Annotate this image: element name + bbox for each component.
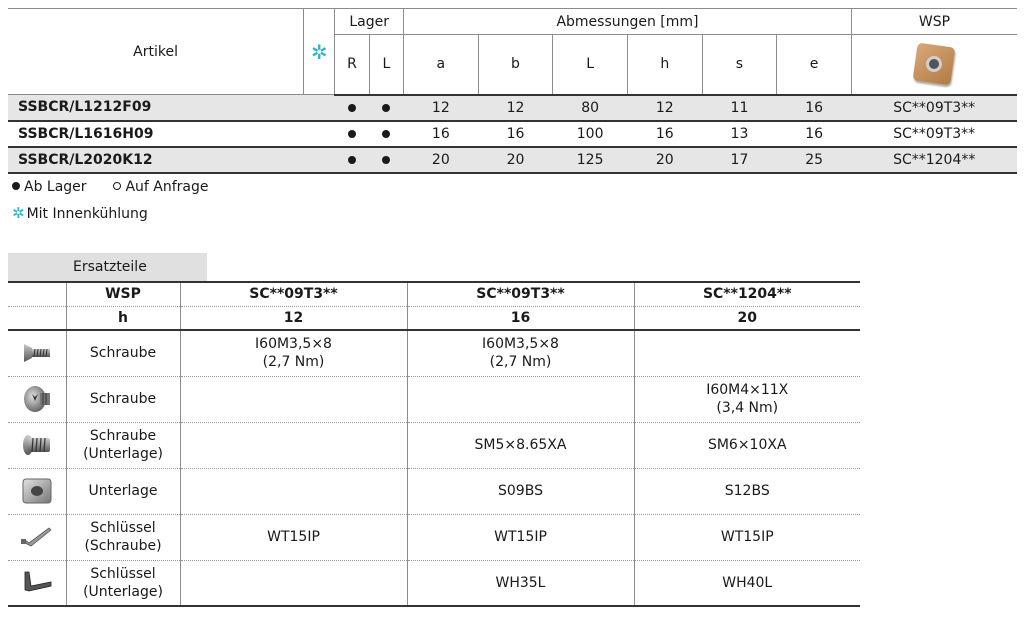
in-stock-dot-icon bbox=[348, 130, 356, 138]
header-r: R bbox=[335, 35, 369, 95]
lager-r-cell bbox=[335, 121, 369, 147]
in-stock-dot-icon bbox=[382, 156, 390, 164]
part-value: WT15IP bbox=[494, 529, 547, 545]
lager-r-cell bbox=[335, 147, 369, 173]
dim-e-cell: 16 bbox=[777, 121, 852, 147]
dim-b-cell: 16 bbox=[478, 121, 553, 147]
in-stock-dot-icon bbox=[348, 104, 356, 112]
part-name: Unterlage bbox=[88, 483, 158, 499]
insert-image-icon bbox=[911, 41, 957, 87]
in-stock-dot-icon bbox=[382, 104, 390, 112]
dim-h-cell: 12 bbox=[627, 95, 702, 121]
part-value: SM5×8.65XA bbox=[474, 437, 567, 453]
parts-header-h-3: 20 bbox=[634, 306, 860, 330]
part-value: WT15IP bbox=[720, 529, 774, 545]
part-name: Schraube bbox=[89, 391, 157, 407]
parts-header-wsp-2: SC**09T3** bbox=[407, 282, 634, 306]
dim-length-cell: 80 bbox=[553, 95, 628, 121]
dim-s-cell: 17 bbox=[702, 147, 777, 173]
cooling-cell bbox=[304, 147, 335, 173]
wsp-cell: SC**09T3** bbox=[851, 121, 1017, 147]
part-name: Schraube bbox=[89, 345, 157, 362]
dim-length-cell: 100 bbox=[553, 121, 628, 147]
lager-l-cell bbox=[369, 147, 403, 173]
header-dim-length: L bbox=[553, 35, 628, 95]
legend-auf-anfrage: Auf Anfrage bbox=[125, 179, 209, 195]
artikel-cell: SSBCR/L1616H09 bbox=[8, 121, 304, 147]
lager-r-cell bbox=[335, 95, 369, 121]
dim-h-cell: 20 bbox=[627, 147, 702, 173]
spare-parts-table bbox=[8, 281, 860, 607]
wsp-cell: SC**1204** bbox=[851, 147, 1017, 173]
dim-a-cell: 20 bbox=[404, 147, 479, 173]
ersatzteile-title: Ersatzteile bbox=[8, 253, 207, 281]
in-stock-dot-icon bbox=[12, 182, 20, 190]
table-row bbox=[8, 330, 860, 376]
torx-key-icon bbox=[17, 522, 57, 552]
artikel-cell: SSBCR/L1212F09 bbox=[8, 95, 304, 121]
part-name: Schraube bbox=[89, 428, 157, 444]
artikel-cell: SSBCR/L2020K12 bbox=[8, 147, 304, 173]
part-value: WH35L bbox=[495, 574, 546, 591]
table-row bbox=[8, 121, 1017, 147]
in-stock-dot-icon bbox=[382, 130, 390, 138]
part-torque: (3,4 Nm) bbox=[716, 400, 779, 416]
table-row bbox=[8, 147, 1017, 173]
wsp-cell: SC**09T3** bbox=[851, 95, 1017, 121]
legend-stock bbox=[12, 179, 209, 195]
header-wsp: WSP bbox=[851, 9, 1017, 35]
in-stock-dot-icon bbox=[348, 156, 356, 164]
part-name-sub: (Schraube) bbox=[84, 538, 162, 554]
legend-cooling bbox=[12, 204, 148, 222]
header-dim-a: a bbox=[404, 35, 479, 95]
part-value: I60M3,5×8 bbox=[255, 336, 332, 353]
screw-icon bbox=[20, 338, 54, 368]
dim-e-cell: 25 bbox=[777, 147, 852, 173]
parts-header-wsp-1: SC**09T3** bbox=[180, 282, 407, 306]
part-torque: (2,7 Nm) bbox=[489, 354, 552, 371]
header-dim-b: b bbox=[478, 35, 553, 95]
header-artikel: Artikel bbox=[8, 9, 304, 95]
parts-header-row bbox=[8, 306, 860, 330]
shim-icon bbox=[20, 476, 54, 506]
cooling-cell bbox=[304, 95, 335, 121]
parts-header-h: h bbox=[66, 306, 180, 330]
part-value: I60M3,5×8 bbox=[482, 336, 559, 353]
part-torque: (2,7 Nm) bbox=[262, 354, 325, 371]
header-dim-e: e bbox=[777, 35, 852, 95]
parts-header-row bbox=[8, 282, 860, 306]
legend-ab-lager: Ab Lager bbox=[24, 179, 87, 195]
shim-screw-icon bbox=[20, 430, 54, 460]
part-name-sub: (Unterlage) bbox=[83, 583, 163, 600]
table-row bbox=[8, 560, 860, 606]
coolant-snowflake-icon: ✲ bbox=[12, 204, 25, 222]
product-table bbox=[8, 8, 1017, 174]
part-name-sub: (Unterlage) bbox=[83, 446, 163, 462]
dim-a-cell: 16 bbox=[404, 121, 479, 147]
dim-s-cell: 13 bbox=[702, 121, 777, 147]
header-wsp-image bbox=[851, 35, 1017, 95]
parts-header-wsp: WSP bbox=[66, 282, 180, 306]
dim-e-cell: 16 bbox=[777, 95, 852, 121]
parts-header-h-2: 16 bbox=[407, 306, 634, 330]
table-row bbox=[8, 95, 1017, 121]
lager-l-cell bbox=[369, 121, 403, 147]
header-lager: Lager bbox=[335, 9, 404, 35]
part-value: S12BS bbox=[724, 483, 770, 499]
header-dim-s: s bbox=[702, 35, 777, 95]
dim-b-cell: 20 bbox=[478, 147, 553, 173]
parts-header-wsp-3: SC**1204** bbox=[634, 282, 860, 306]
part-value: SM6×10XA bbox=[707, 437, 787, 453]
part-value: WT15IP bbox=[267, 529, 320, 545]
part-name: Schlüssel bbox=[90, 565, 156, 582]
table-row bbox=[8, 422, 860, 468]
dim-a-cell: 12 bbox=[404, 95, 479, 121]
table-row bbox=[8, 514, 860, 560]
lager-l-cell bbox=[369, 95, 403, 121]
hex-key-icon bbox=[17, 568, 57, 598]
on-request-circle-icon bbox=[113, 182, 121, 190]
parts-header-h-1: 12 bbox=[180, 306, 407, 330]
cooling-cell bbox=[304, 121, 335, 147]
dim-b-cell: 12 bbox=[478, 95, 553, 121]
screw-head-icon bbox=[20, 382, 54, 416]
dim-h-cell: 16 bbox=[627, 121, 702, 147]
part-value: S09BS bbox=[498, 483, 543, 499]
dim-s-cell: 11 bbox=[702, 95, 777, 121]
dim-length-cell: 125 bbox=[553, 147, 628, 173]
table-row bbox=[8, 468, 860, 514]
header-cooling bbox=[304, 9, 335, 95]
coolant-snowflake-icon: ✲ bbox=[310, 39, 328, 64]
legend-innenkuehlung: Mit Innenkühlung bbox=[26, 206, 148, 222]
part-name: Schlüssel bbox=[90, 520, 156, 536]
header-dim-h: h bbox=[627, 35, 702, 95]
table-row bbox=[8, 376, 860, 422]
header-l: L bbox=[369, 35, 403, 95]
header-abmessungen: Abmessungen [mm] bbox=[404, 9, 852, 35]
part-value: I60M4×11X bbox=[706, 382, 789, 398]
part-value: WH40L bbox=[722, 574, 773, 591]
